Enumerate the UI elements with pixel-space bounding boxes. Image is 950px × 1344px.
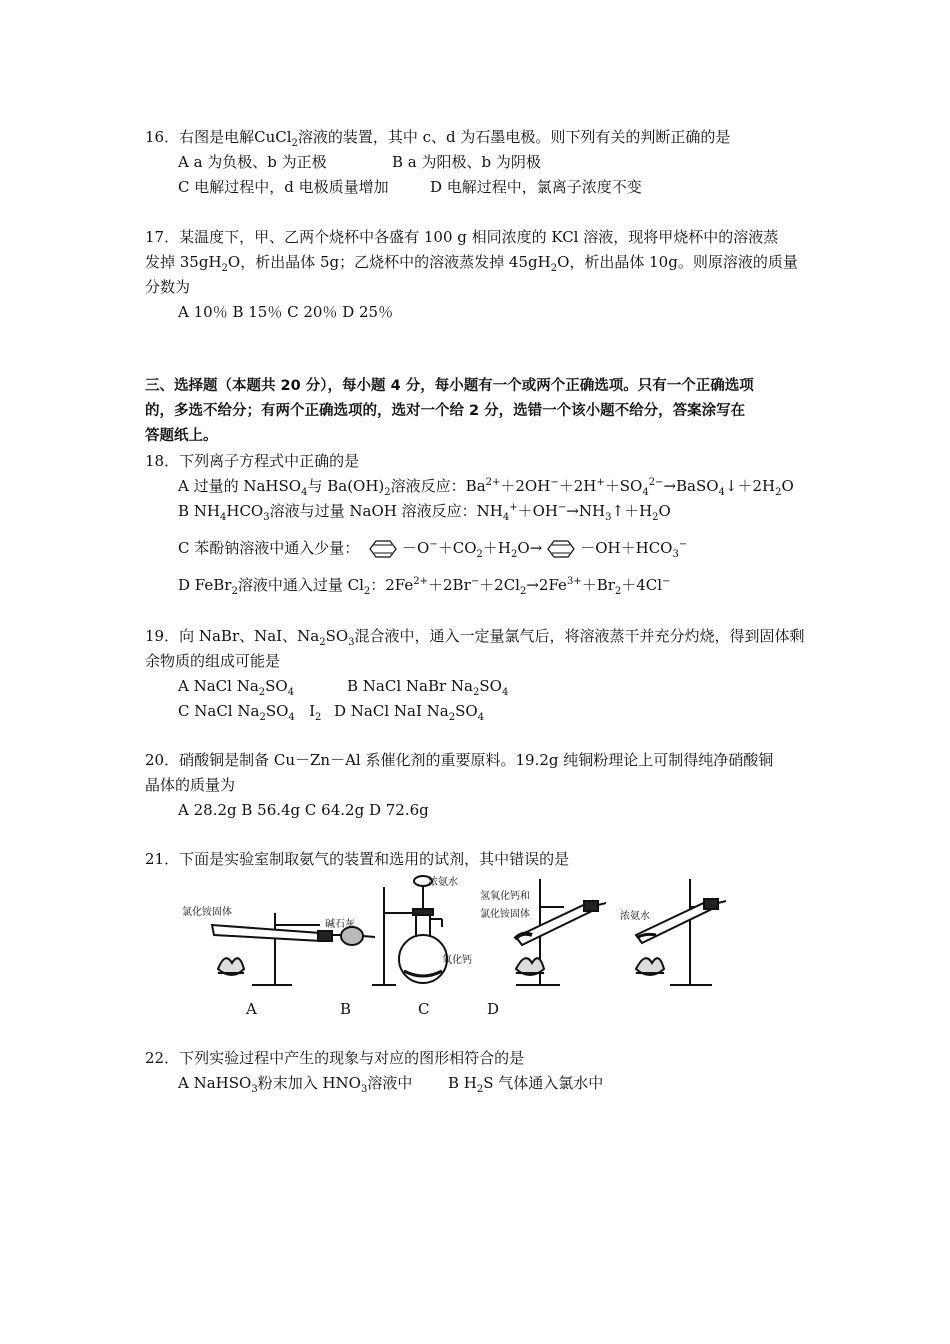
q17-line3: 分数为 (145, 278, 191, 296)
label-ammonium-chloride: 氯化铵固体 (182, 907, 232, 918)
fig-caption-d: D (487, 1000, 500, 1018)
q16-option-b: B a 为阳极、b 为阴极 (392, 153, 541, 171)
q21-stem: 21．下面是实验室制取氨气的装置和选用的试剂，其中错误的是 (145, 850, 570, 868)
section3-line2: 的，多选不给分；有两个正确选项的，选对一个给 2 分，选错一个该小题不给分，答案涂写在 (145, 403, 746, 419)
q20-options: A 28.2g B 56.4g C 64.2g D 72.6g (178, 801, 429, 819)
fig-caption-b: B (340, 1000, 352, 1018)
q19-line2: 余物质的组成可能是 (145, 652, 281, 670)
q22-stem: 22．下列实验过程中产生的现象与对应的图形相符合的是 (145, 1049, 525, 1067)
q19-option-b: B NaCl NaBr $Na_2SO_4$ (347, 677, 509, 698)
label-soda-lime: 碱石灰 (325, 919, 355, 930)
q18-option-a: A 过量的 NaHSO$_4$与 $Ba(OH)_2$溶液反应：$Ba^{2+}+2OH^-+2H^++SO_4^{2-}\to BaSO_4↓+2H_2O$ (178, 477, 794, 498)
benzene-ring-icon (542, 539, 580, 559)
q18-option-b: B $NH_4HCO_3$溶液与过量 NaOH 溶液反应：$NH_4^++OH^-\to NH_3↑+H_2O$ (178, 502, 671, 523)
q17-line2: 发掉 $35gH_2O$，析出晶体 5g；乙烧杯中的溶液蒸发掉 $45gH_2O$，析出晶体 10g。则原溶液的质量 (145, 253, 798, 274)
label-ammonium-chloride-c: 氯化铵固体 (480, 909, 530, 920)
label-calcium-oxide: 氧化钙 (442, 955, 472, 966)
q18-option-c: C 苯酚钠溶液中通入少量： $-O^-+CO_2+H_2O\to -OH+HCO_3^-$ (178, 539, 688, 560)
q20-line2: 晶体的质量为 (145, 776, 236, 794)
q22-option-a: A NaHSO$_3$粉末加入 $HNO_3$溶液中 (178, 1074, 413, 1095)
label-calcium-hydroxide: 氢氧化钙和 (480, 891, 530, 902)
q16-option-a: A a 为负极、b 为正极 (178, 153, 327, 171)
q19-option-a: A NaCl $Na_2SO_4$ (178, 677, 295, 698)
q19-line1: 19．向 NaBr、NaI、$Na_2SO_3$混合液中，通入一定量氯气后，将溶液蒸干并充分灼烧，得到固体剩 (145, 627, 805, 648)
section3-line1: 三、选择题（本题共 20 分），每小题 4 分，每小题有一个或两个正确选项。只有一个正确选项 (145, 378, 754, 394)
fig-caption-c: C (418, 1000, 430, 1018)
q22-option-b: B $H_2S$ 气体通入氯水中 (448, 1074, 604, 1095)
q17-options: A 10％ B 15％ C 20％ D 25％ (178, 303, 394, 321)
q17-line1: 17．某温度下，甲、乙两个烧杯中各盛有 100 g 相同浓度的 KCl 溶液，现将甲烧杯中的溶液蒸 (145, 228, 779, 246)
benzene-ring-icon (364, 539, 402, 559)
label-conc-ammonia-d: 浓氨水 (620, 911, 650, 922)
fig-caption-a: A (246, 1000, 257, 1018)
section3-line3: 答题纸上。 (145, 428, 218, 444)
apparatus-drawing (180, 873, 740, 997)
q19-option-d: D NaCl NaI $Na_2SO_4$ (334, 702, 485, 723)
q16-option-c: C 电解过程中，d 电极质量增加 (178, 178, 389, 196)
label-conc-ammonia-b: 浓氨水 (428, 877, 458, 888)
q16-stem: 16．右图是电解CuCl$_2$溶液的装置，其中 c、d 为石墨电极。则下列有关的判断正确的是 (145, 128, 731, 149)
q20-line1: 20．硝酸铜是制备 Cu－Zn－Al 系催化剂的重要原料。19.2g 纯铜粉理论上可制得纯净硝酸铜 (145, 751, 774, 769)
q18-option-d: D FeBr$_2$溶液中通入过量 $Cl_2$：$2Fe^{2+}+2Br^-+2Cl_2\to 2Fe^{3+}+Br_2+4Cl^-$ (178, 576, 671, 597)
q16-option-d: D 电解过程中，氯离子浓度不变 (430, 178, 642, 196)
ammonia-apparatus-figure (180, 873, 740, 1001)
q19-option-c: C NaCl $Na_2SO_4$ $I_2$ (178, 702, 322, 723)
q18-stem: 18．下列离子方程式中正确的是 (145, 452, 360, 470)
